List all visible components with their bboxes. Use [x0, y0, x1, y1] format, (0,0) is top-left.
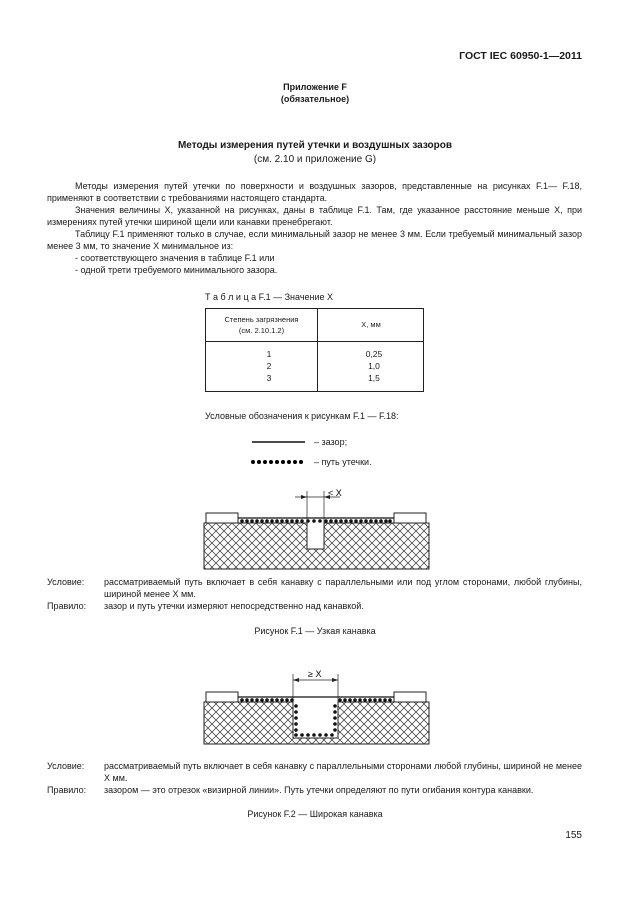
list-item-1: - соответствующего значения в таблице F.1 или	[75, 253, 275, 263]
table-cell: 1,5	[368, 373, 380, 383]
condition-text: рассматриваемый путь включает в себя канавку с параллельными сторонами любой глубины, шириной не менее X мм.	[104, 761, 582, 783]
right-conductor	[394, 692, 426, 702]
dimension-label: ≥ X	[308, 669, 322, 679]
paragraph-3: Таблицу F.1 применяют только в случае, если минимальный зазор не менее 3 мм. Если требуемый минимальный зазор менее 3 мм, то значение X минимальное из:	[47, 229, 582, 251]
figure-f2-wide-groove	[200, 664, 435, 746]
dimension-label: < X	[328, 488, 342, 498]
table-caption: Т а б л и ц а F.1 — Значение X	[205, 292, 334, 302]
creepage-dots-symbol	[251, 460, 303, 464]
left-conductor	[206, 692, 238, 702]
base-material	[204, 702, 429, 744]
table-cell: 0,25	[365, 349, 383, 359]
table-hline	[206, 341, 423, 342]
paragraph-1: Методы измерения путей утечки по поверхности и воздушных зазоров, представленные на рисунках F.1— F.18, применяют в соответствии с требованиями настоящего стандарта.	[47, 181, 582, 203]
figure2-caption: Рисунок F.2 — Широкая канавка	[247, 809, 383, 819]
table-f1	[205, 308, 424, 392]
right-conductor	[394, 513, 426, 523]
rule-text: зазором — это отрезок «визирной линии». Путь утечки определяют по пути огибания контура канавки.	[104, 785, 534, 795]
creepage-path-dots	[240, 519, 392, 523]
base-material	[204, 523, 429, 569]
table-cell: 1	[266, 349, 272, 359]
legend-clearance: – зазор;	[314, 437, 348, 447]
appendix-title: Приложение F	[283, 82, 347, 92]
figure1-rule	[47, 600, 582, 612]
legend-symbols	[248, 436, 314, 466]
figure2-condition	[47, 760, 582, 784]
rule-text: зазор и путь утечки измеряют непосредственно над канавкой.	[104, 601, 364, 611]
table-header-col1-line1: Степень загрязнения	[224, 315, 299, 324]
dimension-arrow-left	[293, 678, 299, 682]
condition-label: Условие:	[47, 761, 85, 771]
figure1-caption: Рисунок F.1 — Узкая канавка	[254, 626, 376, 636]
rule-label: Правило:	[47, 785, 87, 795]
condition-text: рассматриваемый путь включает в себя канавку с параллельными или под углом сторонами, любой глубины, шириной менее X мм.	[104, 577, 582, 599]
table-cell: 2	[266, 361, 272, 371]
table-cell: 3	[266, 373, 272, 383]
section-subtitle: (см. 2.10 и приложение G)	[253, 154, 377, 165]
figure-f1-narrow-groove	[200, 483, 435, 571]
legend-creepage: – путь утечки.	[314, 457, 372, 467]
figure1-condition	[47, 576, 582, 600]
left-conductor	[206, 513, 238, 523]
table-cell: 1,0	[368, 361, 380, 371]
table-header-col1-line2: (см. 2.10.1.2)	[238, 326, 285, 335]
rule-label: Правило:	[47, 601, 87, 611]
condition-label: Условие:	[47, 577, 85, 587]
section-title: Методы измерения путей утечки и воздушных зазоров	[177, 140, 453, 151]
standard-number: ГОСТ IEC 60950-1—2011	[459, 50, 582, 62]
figure2-rule	[47, 784, 582, 796]
dimension-arrow-right	[332, 678, 338, 682]
legend-title: Условные обозначения к рисункам F.1 — F.18:	[205, 411, 399, 421]
page-number: 155	[565, 830, 582, 841]
list-item-2: - одной трети требуемого минимального зазора.	[75, 265, 278, 275]
appendix-subtitle: (обязательное)	[280, 94, 350, 104]
table-header-col2: X, мм	[361, 320, 381, 329]
paragraph-2: Значения величины X, указанной на рисунках, даны в таблице F.1. Там, где указанное расстояние меньше X, при измерениях путей утечки шириной щели или канавки пренебрегают.	[47, 205, 582, 227]
